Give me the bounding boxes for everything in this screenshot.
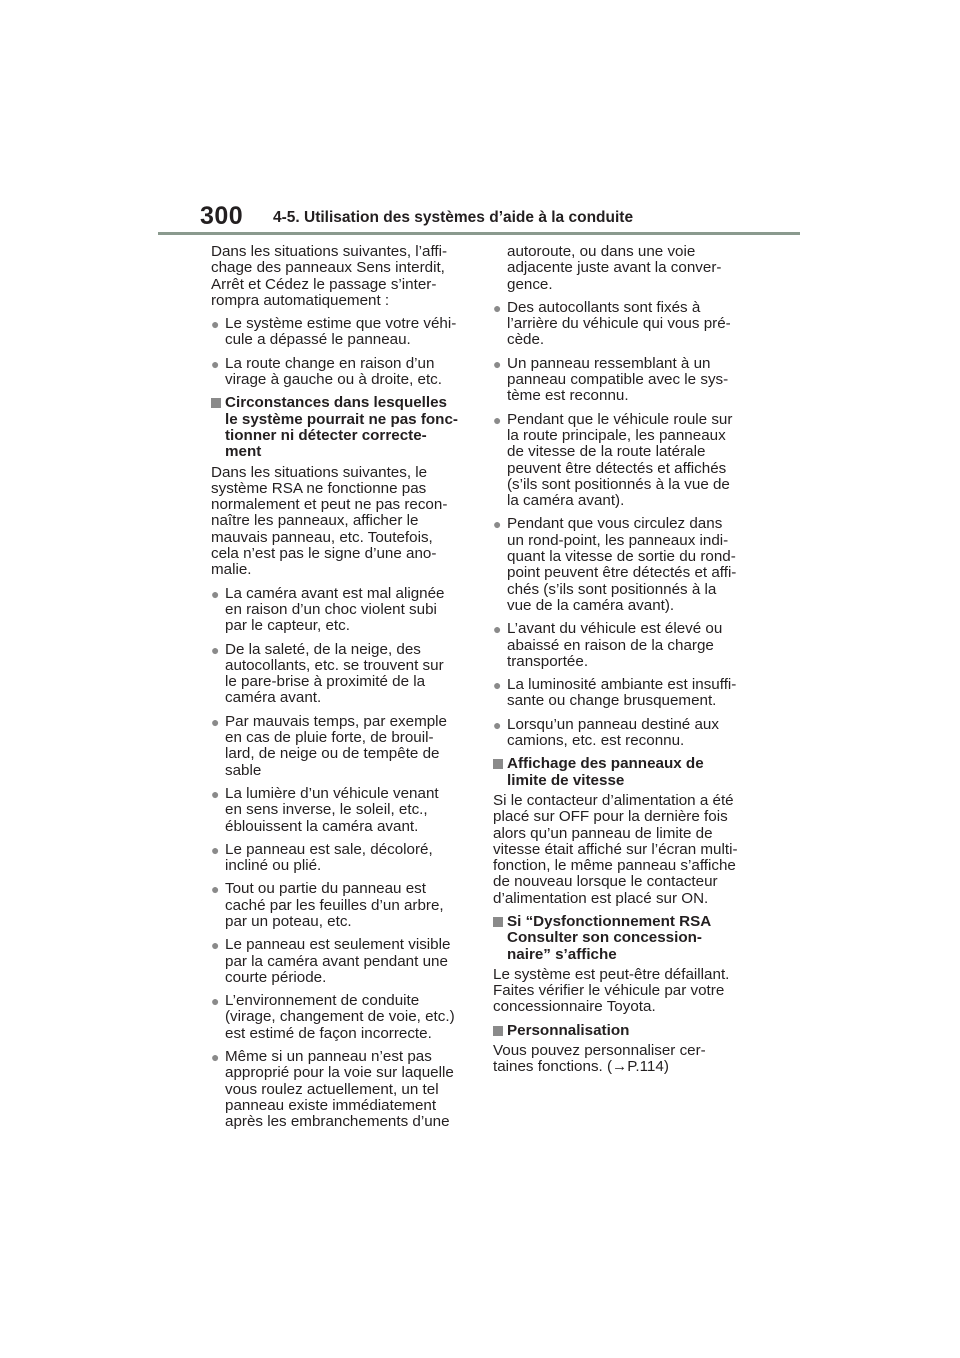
bullet-icon: ● (211, 585, 220, 602)
section-heading: Affichage des panneaux de limite de vitesse (493, 756, 755, 789)
bullet-icon: ● (493, 355, 502, 372)
list-item: ● L’environnement de conduite (virage, changement de voie, etc.) est estimé de façon incorrecte. (211, 992, 455, 1042)
square-bullet-icon (493, 917, 503, 927)
paragraph: Le système est peut-être défaillant. Faites vérifier le véhicule par votre concessionnaire Toyota. (493, 965, 730, 1016)
list-item: ● Le panneau est seulement visible par la caméra avant pendant une courte période. (211, 936, 451, 986)
bullet-icon: ● (493, 677, 502, 694)
list-item: ● Même si un panneau n’est pas approprié pour la voie sur laquelle vous roulez actuellement, un tel panneau existe immédiatement après les embranchements d’une (211, 1048, 454, 1131)
bullet-icon: ● (493, 299, 502, 316)
list-item: ● Tout ou partie du panneau est caché par les feuilles d’un arbre, par un poteau, etc. (211, 880, 444, 930)
bullet-icon: ● (211, 881, 220, 898)
bullet-icon: ● (493, 516, 502, 533)
continued-item-text: autoroute, ou dans une voie adjacente juste avant la conver- gence. (507, 243, 722, 293)
bullet-icon: ● (211, 841, 220, 858)
list-item: ● De la saleté, de la neige, des autocollants, etc. se trouvent sur le pare-brise à proximité de la caméra avant. (211, 640, 444, 707)
list-item: ● Pendant que vous circulez dans un rond-point, les panneaux indi- quant la vitesse de sortie du rond- point peuvent être détectés et affi- chés (s’ils sont positionnés à la vue de la caméra avant). (493, 515, 737, 614)
list-item: ● La caméra avant est mal alignée en raison d’un choc violent subi par le capteur, etc. (211, 584, 445, 635)
list-item: ● Des autocollants sont fixés à l’arrière du véhicule qui vous pré- cède. (493, 298, 731, 349)
bullet-icon: ● (211, 316, 220, 333)
section-title: 4-5. Utilisation des systèmes d’aide à la conduite (273, 209, 634, 226)
right-column (493, 244, 755, 1083)
list-item: ● Par mauvais temps, par exemple en cas de pluie forte, de brouil- lard, de neige ou de tempête de sable (211, 712, 447, 779)
bullet-icon: ● (211, 785, 220, 802)
list-item: ● Le panneau est sale, décoloré, incliné ou plié. (211, 840, 433, 875)
paragraph: Vous pouvez personnaliser cer- taines fonctions. (→P.114) (493, 1042, 706, 1076)
bullet-icon: ● (211, 355, 220, 372)
square-bullet-icon (493, 1026, 503, 1036)
list-item: ● La lumière d’un véhicule venant en sens inverse, le soleil, etc., éblouissent la caméra avant. (211, 784, 439, 835)
page-number: 300 (200, 202, 244, 230)
section-heading: Si “Dysfonctionnement RSA Consulter son concession- naire” s’affiche (493, 914, 755, 963)
paragraph: Si le contacteur d’alimentation a été placé sur OFF pour la dernière fois alors qu’un panneau de limite de vitesse était affiché sur l’écran multi- fonction, le même panneau s’affiche de nouveau lorsque le contacteur d’alimentation est placé sur ON. (493, 791, 738, 907)
bullet-icon: ● (211, 993, 220, 1010)
list-item: ● Lorsqu’un panneau destiné aux camions, etc. est reconnu. (493, 715, 719, 750)
list-item: ● La luminosité ambiante est insuffi- sante ou change brusquement. (493, 676, 737, 710)
bullet-icon: ● (211, 1049, 220, 1066)
list-item: ● La route change en raison d’un virage à gauche ou à droite, etc. (211, 354, 442, 389)
bullet-icon: ● (211, 937, 220, 954)
section-heading: Circonstances dans lesquelles le système pourrait ne pas fonc- tionner ni détecter correcte- ment (211, 395, 461, 460)
list-item: ● Pendant que le véhicule roule sur la route principale, les panneaux de vitesse de la route latérale peuvent être détectés et affichés (s’ils sont positionnés à la vue de la caméra avant). (493, 410, 733, 510)
square-bullet-icon (493, 759, 503, 769)
list-item: ● Le système estime que votre véhi- cule a dépassé le panneau. (211, 315, 457, 349)
bullet-icon: ● (211, 713, 220, 730)
header-rule (158, 232, 800, 235)
bullet-icon: ● (493, 716, 502, 733)
list-item: ● Un panneau ressemblant à un panneau compatible avec le sys- tème est reconnu. (493, 354, 729, 405)
left-column (211, 244, 461, 1138)
bullet-icon: ● (493, 621, 502, 638)
intro-paragraph: Dans les situations suivantes, l’affi- chage des panneaux Sens interdit, Arrêt et Cédez le passage s’inter- rompra automatiquement : (211, 243, 448, 309)
section-heading: Personnalisation (493, 1023, 755, 1039)
paragraph: Dans les situations suivantes, le système RSA ne fonctionne pas normalement et peut ne pas recon- naître les panneaux, afficher le mauvais panneau, etc. Toutefois, cela n’est pas le signe d’une ano- malie. (211, 463, 448, 579)
bullet-icon: ● (211, 641, 220, 658)
bullet-icon: ● (493, 411, 502, 428)
list-item: ● L’avant du véhicule est élevé ou abaissé en raison de la charge transportée. (493, 620, 723, 670)
square-bullet-icon (211, 398, 221, 408)
page-header (0, 0, 960, 240)
